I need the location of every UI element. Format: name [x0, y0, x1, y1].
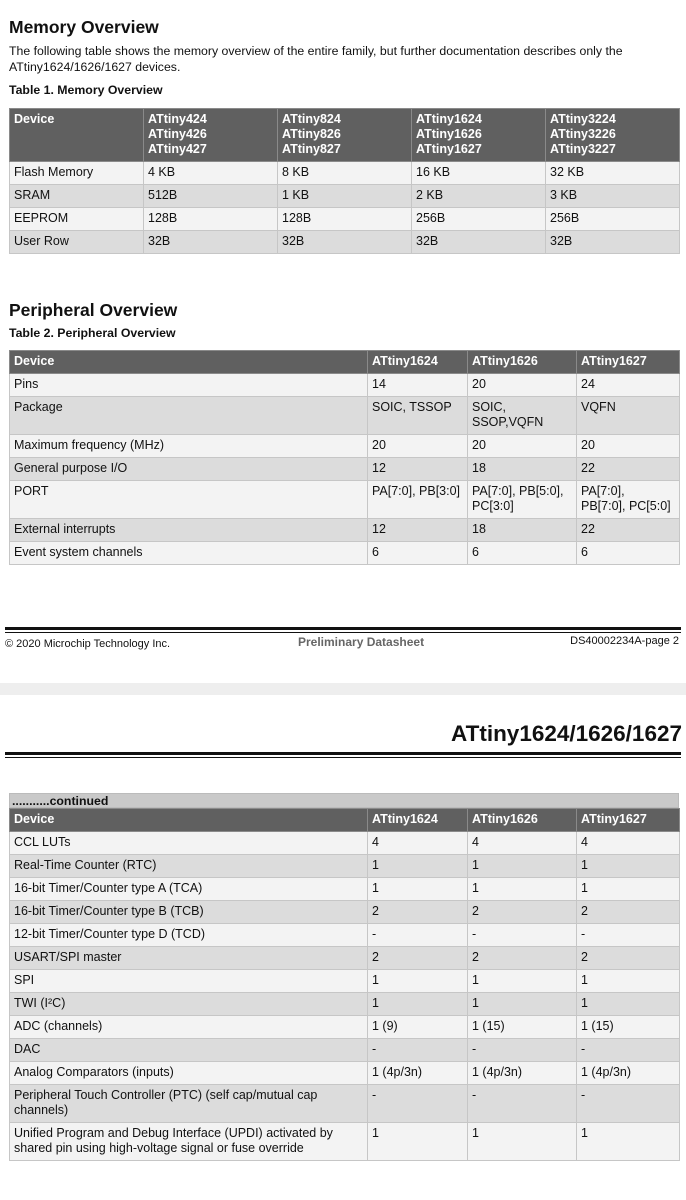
header-cell-device: Device — [10, 109, 144, 162]
value-cell: - — [468, 1039, 577, 1062]
continued-label: ...........continued — [9, 793, 679, 808]
memory-overview-heading: Memory Overview — [9, 17, 159, 37]
table-row — [10, 1039, 680, 1062]
peripheral-table-caption: Table 2. Peripheral Overview — [9, 326, 176, 340]
row-label-cell: Pins — [10, 374, 368, 397]
value-cell: 32B — [144, 231, 278, 254]
row-label-cell: Flash Memory — [10, 162, 144, 185]
value-cell: 1 — [468, 878, 577, 901]
header-cell: ATtiny824 ATtiny826 ATtiny827 — [278, 109, 412, 162]
header-cell: ATtiny3224 ATtiny3226 ATtiny3227 — [546, 109, 680, 162]
value-cell: 2 KB — [412, 185, 546, 208]
value-cell: 1 — [368, 855, 468, 878]
row-label-cell: SPI — [10, 970, 368, 993]
table-row — [10, 1123, 680, 1161]
value-cell: 6 — [368, 542, 468, 565]
value-cell: 1 (4p/3n) — [468, 1062, 577, 1085]
value-cell: 1 — [368, 993, 468, 1016]
row-label-cell: User Row — [10, 231, 144, 254]
value-cell: 22 — [577, 458, 680, 481]
value-cell: 12 — [368, 519, 468, 542]
table-row — [10, 435, 680, 458]
value-cell: 1 (4p/3n) — [577, 1062, 680, 1085]
header-cell: ATtiny424 ATtiny426 ATtiny427 — [144, 109, 278, 162]
table-header-row — [10, 109, 680, 162]
row-label-cell: CCL LUTs — [10, 832, 368, 855]
value-cell: 2 — [368, 901, 468, 924]
memory-overview-intro: The following table shows the memory overview of the entire family, but further documentation describes only the ATtiny1624/1626/1627 devices. — [9, 44, 623, 74]
row-label-cell: Peripheral Touch Controller (PTC) (self cap/mutual cap channels) — [10, 1085, 368, 1123]
value-cell: 1 — [577, 993, 680, 1016]
value-cell: 2 — [577, 947, 680, 970]
peripheral-overview-heading: Peripheral Overview — [9, 300, 178, 320]
value-cell: 2 — [577, 901, 680, 924]
header-cell-device: Device — [10, 809, 368, 832]
table-header-row — [10, 351, 680, 374]
value-cell: 3 KB — [546, 185, 680, 208]
header-cell: ATtiny1627 — [577, 809, 680, 832]
value-cell: VQFN — [577, 397, 680, 435]
value-cell: 128B — [278, 208, 412, 231]
row-label-cell: 16-bit Timer/Counter type A (TCA) — [10, 878, 368, 901]
header-cell: ATtiny1626 — [468, 351, 577, 374]
value-cell: 14 — [368, 374, 468, 397]
table-row — [10, 901, 680, 924]
row-label-cell: General purpose I/O — [10, 458, 368, 481]
table-row — [10, 208, 680, 231]
value-cell: PA[7:0], PB[7:0], PC[5:0] — [577, 481, 680, 519]
table-row — [10, 519, 680, 542]
value-cell: SOIC, TSSOP — [368, 397, 468, 435]
value-cell: - — [577, 1085, 680, 1123]
row-label-cell: EEPROM — [10, 208, 144, 231]
value-cell: 18 — [468, 519, 577, 542]
value-cell: PA[7:0], PB[5:0], PC[3:0] — [468, 481, 577, 519]
value-cell: 20 — [368, 435, 468, 458]
table-row — [10, 458, 680, 481]
value-cell: 1 (4p/3n) — [368, 1062, 468, 1085]
value-cell: 6 — [468, 542, 577, 565]
value-cell: 1 — [468, 855, 577, 878]
header-rule — [5, 752, 681, 755]
value-cell: 1 — [468, 970, 577, 993]
table-row — [10, 542, 680, 565]
value-cell: 20 — [468, 435, 577, 458]
row-label-cell: Real-Time Counter (RTC) — [10, 855, 368, 878]
footer-copyright: © 2020 Microchip Technology Inc. — [5, 638, 171, 650]
row-label-cell: DAC — [10, 1039, 368, 1062]
row-label-cell: SRAM — [10, 185, 144, 208]
table-row — [10, 374, 680, 397]
value-cell: 32B — [412, 231, 546, 254]
value-cell: PA[7:0], PB[3:0] — [368, 481, 468, 519]
value-cell: - — [368, 924, 468, 947]
row-label-cell: External interrupts — [10, 519, 368, 542]
value-cell: 1 (9) — [368, 1016, 468, 1039]
value-cell: 2 — [468, 947, 577, 970]
value-cell: 1 — [368, 1123, 468, 1161]
value-cell: 20 — [468, 374, 577, 397]
value-cell: 4 — [468, 832, 577, 855]
header-cell: ATtiny1627 — [577, 351, 680, 374]
row-label-cell: Analog Comparators (inputs) — [10, 1062, 368, 1085]
value-cell: 18 — [468, 458, 577, 481]
value-cell: 12 — [368, 458, 468, 481]
value-cell: 1 — [468, 1123, 577, 1161]
header-cell: ATtiny1624 — [368, 351, 468, 374]
header-rule-thin — [5, 757, 681, 758]
table-row — [10, 947, 680, 970]
table-row — [10, 162, 680, 185]
table-row — [10, 878, 680, 901]
table-row — [10, 185, 680, 208]
header-cell: ATtiny1624 ATtiny1626 ATtiny1627 — [412, 109, 546, 162]
value-cell: 4 — [368, 832, 468, 855]
value-cell: 1 — [468, 993, 577, 1016]
value-cell: 32B — [278, 231, 412, 254]
value-cell: 2 — [468, 901, 577, 924]
value-cell: 1 — [368, 970, 468, 993]
table-header-row — [10, 809, 680, 832]
value-cell: 32B — [546, 231, 680, 254]
value-cell: 32 KB — [546, 162, 680, 185]
table-row — [10, 832, 680, 855]
row-label-cell: 12-bit Timer/Counter type D (TCD) — [10, 924, 368, 947]
row-label-cell: 16-bit Timer/Counter type B (TCB) — [10, 901, 368, 924]
value-cell: - — [368, 1039, 468, 1062]
row-label-cell: Maximum frequency (MHz) — [10, 435, 368, 458]
value-cell: 1 — [577, 878, 680, 901]
value-cell: 4 KB — [144, 162, 278, 185]
footer-rule-thin — [5, 632, 681, 633]
value-cell: 1 KB — [278, 185, 412, 208]
value-cell: 24 — [577, 374, 680, 397]
document-title: ATtiny1624/1626/1627 — [451, 721, 682, 746]
value-cell: - — [468, 1085, 577, 1123]
value-cell: 22 — [577, 519, 680, 542]
row-label-cell: Event system channels — [10, 542, 368, 565]
value-cell: 1 — [577, 970, 680, 993]
value-cell: 1 — [368, 878, 468, 901]
table-row — [10, 397, 680, 435]
peripheral-overview-table — [9, 350, 680, 565]
value-cell: 1 — [577, 1123, 680, 1161]
value-cell: SOIC, SSOP,VQFN — [468, 397, 577, 435]
table-row — [10, 1016, 680, 1039]
value-cell: 2 — [368, 947, 468, 970]
row-label-cell: Package — [10, 397, 368, 435]
memory-table-caption: Table 1. Memory Overview — [9, 83, 163, 97]
table-row — [10, 970, 680, 993]
value-cell: 256B — [412, 208, 546, 231]
row-label-cell: PORT — [10, 481, 368, 519]
header-cell: ATtiny1626 — [468, 809, 577, 832]
footer-rule — [5, 627, 681, 630]
value-cell: - — [577, 1039, 680, 1062]
row-label-cell: ADC (channels) — [10, 1016, 368, 1039]
value-cell: 1 — [577, 855, 680, 878]
datasheet-page-2 — [0, 695, 686, 1200]
table-row — [10, 481, 680, 519]
table-row — [10, 231, 680, 254]
page-separator — [0, 683, 686, 695]
value-cell: - — [577, 924, 680, 947]
value-cell: - — [368, 1085, 468, 1123]
value-cell: 512B — [144, 185, 278, 208]
value-cell: 4 — [577, 832, 680, 855]
table-row — [10, 924, 680, 947]
header-cell-device: Device — [10, 351, 368, 374]
row-label-cell: USART/SPI master — [10, 947, 368, 970]
table-row — [10, 1062, 680, 1085]
value-cell: 128B — [144, 208, 278, 231]
value-cell: 6 — [577, 542, 680, 565]
value-cell: 16 KB — [412, 162, 546, 185]
footer-status: Preliminary Datasheet — [298, 635, 425, 649]
table-row — [10, 1085, 680, 1123]
table-row — [10, 855, 680, 878]
footer-page-number: DS40002234A-page 2 — [570, 635, 679, 647]
value-cell: 1 (15) — [468, 1016, 577, 1039]
table-row — [10, 993, 680, 1016]
header-cell: ATtiny1624 — [368, 809, 468, 832]
value-cell: 8 KB — [278, 162, 412, 185]
value-cell: - — [468, 924, 577, 947]
value-cell: 1 (15) — [577, 1016, 680, 1039]
row-label-cell: TWI (I²C) — [10, 993, 368, 1016]
peripheral-overview-table-continued — [9, 808, 680, 1161]
row-label-cell: Unified Program and Debug Interface (UPDI) activated by shared pin using high-voltage signal or fuse override — [10, 1123, 368, 1161]
value-cell: 256B — [546, 208, 680, 231]
value-cell: 20 — [577, 435, 680, 458]
memory-overview-table — [9, 108, 680, 254]
